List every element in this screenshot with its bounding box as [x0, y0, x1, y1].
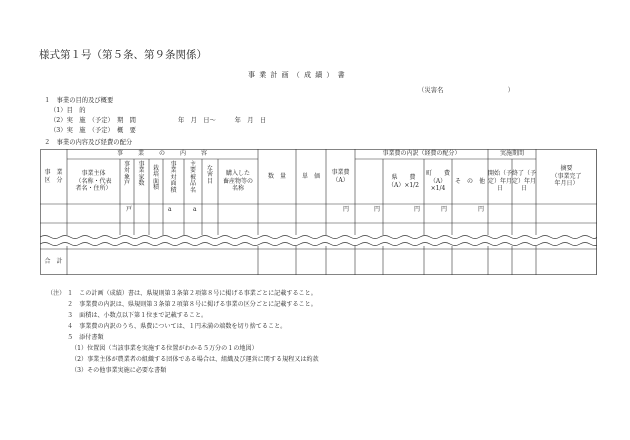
col-kaishi: 開始（予 定）年月 日 [488, 169, 513, 193]
col-tanka: 単 価 [301, 172, 320, 180]
document-title: 事業計画（成績）書 [248, 71, 349, 79]
col-taisho-menseki: 事 業 対 面 積 [170, 161, 177, 194]
group-keihi-haibun: 事業費の内訳（経費の配分） [382, 150, 461, 158]
unit-yen-5: 円 [478, 206, 485, 213]
unit-are-1: a [168, 206, 172, 213]
project-plan-table [40, 149, 597, 275]
unit-are-2: a [193, 206, 197, 213]
col-konyu-meisho: 購入した 畜産物等の 名称 [222, 169, 253, 193]
note-1: １ この計画（成績）書は、県規則第３条第２項第８号に掲げる事業ごとに記載すること。 [67, 290, 317, 297]
item-outline: （3）実 施 （予定） 概 要 [50, 127, 136, 134]
note-3: ３ 面積は、小数点以下第１位まで記載すること。 [67, 312, 208, 319]
col-kenpi: 県 費 （A）×1/2 [387, 173, 420, 189]
disaster-name-close: ） [507, 86, 514, 94]
col-shuryo: 終了（予 定）年月 日 [512, 169, 537, 193]
break-band [41, 235, 596, 246]
period-range: 年 月 日～ 年 月 日 [178, 117, 267, 124]
disaster-name-field [418, 87, 514, 93]
notes-label: （注） [47, 290, 66, 297]
note-2: ２ 事業費の内訳は、県規則第３条第２項第８号に掲げる事業の区分ごとに記載すること。 [67, 301, 317, 308]
item-period: （2）実 施 （予定） 期 間 [50, 117, 136, 124]
unit-ko: 戸 [126, 206, 133, 213]
col-jigyo-shutai: 事業主体 （名称・代表 者名・住所） [75, 169, 112, 193]
group-jisshi-kikan: 実施期間 [499, 150, 524, 158]
col-sonota: そ の 他 [454, 177, 485, 185]
item-purpose: （1）目 的 [50, 107, 86, 114]
unit-yen-1: 円 [343, 206, 350, 213]
section-2-heading: ２ 事業の内容及び経費の配分 [44, 139, 133, 146]
col-shuyo-hinmei: 主 要 被 品 名 [189, 161, 196, 194]
col-jigyo-kubun: 事 業 区 分 [44, 168, 63, 184]
col-jigyohi: 事業費 （A） [331, 168, 350, 184]
col-saibai-menseki: 栽 培 面 積 [152, 165, 159, 192]
col-taisho-kosu: 事 対 象 戸 [123, 161, 130, 188]
col-jigyo-kosu: 事 業 家 数 [138, 161, 145, 188]
col-machihi: 町 費 （A）×1/4 [425, 169, 450, 193]
note-5-attachment-3: （3）その他事業実施に必要な書類 [71, 367, 167, 374]
group-jigyo-naiyo: 事 業 の 内 容 [116, 150, 208, 158]
form-title: 様式第１号（第５条、第９条関係） [39, 49, 207, 61]
note-5-attachment-1: （1）位置図（当該事業を実施する位置がわかる５万分の１の地図） [71, 345, 258, 352]
col-tekiyo: 摘要 （事業完了 年月日） [551, 164, 582, 188]
unit-yen-2: 円 [374, 206, 381, 213]
disaster-name-label: （災害名 [418, 86, 444, 94]
section-1-heading: １ 事業の目的及び概要 [44, 97, 114, 104]
total-label: 合 計 [44, 258, 63, 266]
note-5: ５ 添付書類 [67, 334, 104, 341]
col-higai-hinmoku: な 害 目 [206, 165, 213, 185]
unit-yen-4: 円 [441, 206, 448, 213]
note-4: ４ 事業費の内訳のうち、県費については、１円未満の端数を切り捨てること。 [67, 323, 287, 330]
col-suryo: 数 量 [267, 172, 286, 180]
unit-yen-3: 円 [414, 206, 421, 213]
note-5-attachment-2: （2）事業主体が農業者の組織する団体である場合は、組織及び運営に関する規程又は約款 [71, 356, 319, 363]
